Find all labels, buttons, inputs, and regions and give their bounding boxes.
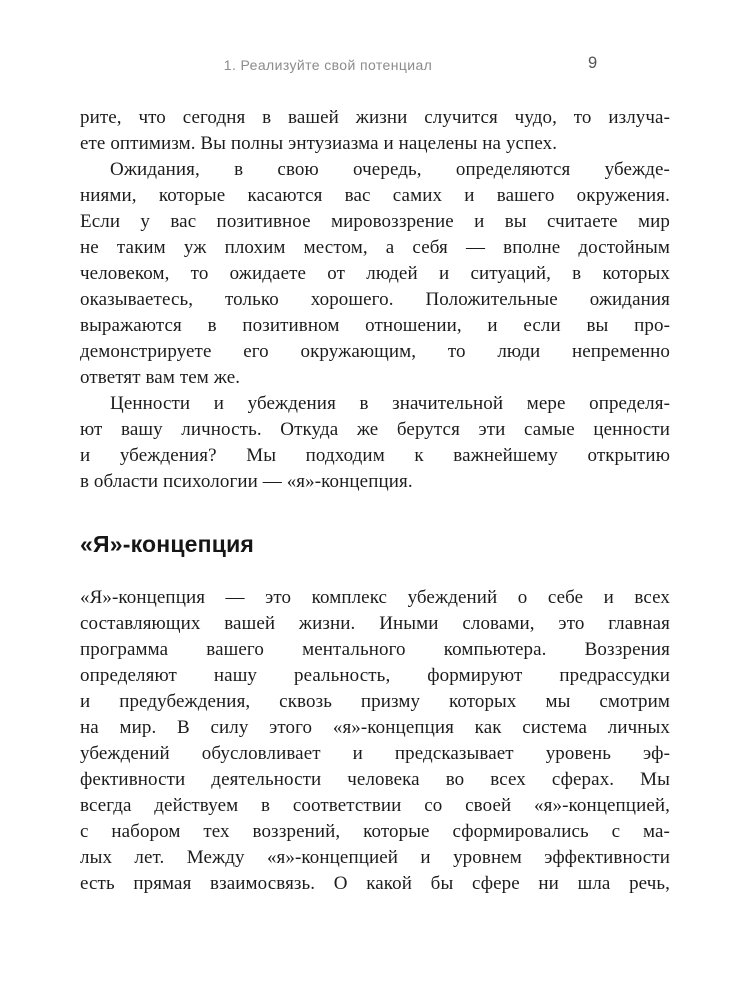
text-line: на мир. В силу этого «я»-концепция как система личных (80, 717, 670, 738)
section-heading: «Я»-концепция (80, 531, 255, 557)
text-block (80, 105, 670, 897)
running-header: 1. Реализуйте свой потенциал (223, 57, 433, 73)
text-line: есть прямая взаимосвязь. О какой бы сфере ни шла речь, (80, 873, 670, 894)
text-line: ответят вам тем же. (80, 367, 241, 388)
text-line: всегда действуем в соответствии со своей «я»-концепцией, (80, 795, 670, 816)
text-line: убеждений обусловливает и предсказывает уровень эф- (80, 743, 670, 764)
text-line: человеком, то ожидаете от людей и ситуаций, в которых (80, 263, 670, 284)
text-line: Ценности и убеждения в значительной мере определя- (110, 393, 670, 414)
text-line: не таким уж плохим местом, а себя — вполне достойным (80, 237, 670, 258)
text-line: с набором тех воззрений, которые сформировались с ма- (80, 821, 670, 842)
text-line: ют вашу личность. Откуда же берутся эти самые ценности (80, 419, 670, 440)
text-line: определяют нашу реальность, формируют предрассудки (80, 665, 670, 686)
text-line: оказываетесь, только хорошего. Положительные ожидания (80, 289, 670, 310)
text-line: рите, что сегодня в вашей жизни случится чудо, то излуча- (80, 107, 670, 128)
text-line: ниями, которые касаются вас самих и вашего окружения. (80, 185, 670, 206)
paragraph (80, 105, 670, 157)
text-line: в области психологии — «я»-концепция. (80, 471, 413, 492)
text-line: и предубеждения, сквозь призму которых мы смотрим (80, 691, 670, 712)
text-line: Ожидания, в свою очередь, определяются убежде- (110, 159, 670, 180)
text-line: лых лет. Между «я»-концепцией и уровнем эффективности (80, 847, 670, 868)
text-line: ете оптимизм. Вы полны энтузиазма и нацелены на успех. (80, 133, 558, 154)
text-line: Если у вас позитивное мировоззрение и вы считаете мир (80, 211, 670, 232)
text-line: фективности деятельности человека во всех сферах. Мы (80, 769, 670, 790)
paragraph (80, 585, 670, 897)
text-line: программа вашего ментального компьютера. Воззрения (80, 639, 670, 660)
paragraph (80, 157, 670, 391)
text-line: выражаются в позитивном отношении, и если вы про- (80, 315, 670, 336)
text-line: «Я»-концепция — это комплекс убеждений о себе и всех (80, 587, 670, 608)
page-number: 9 (588, 54, 598, 72)
paragraph (80, 391, 670, 495)
text-line: составляющих вашей жизни. Иными словами, это главная (80, 613, 670, 634)
text-line: и убеждения? Мы подходим к важнейшему открытию (80, 445, 670, 466)
text-line: демонстрируете его окружающим, то люди непременно (80, 341, 670, 362)
